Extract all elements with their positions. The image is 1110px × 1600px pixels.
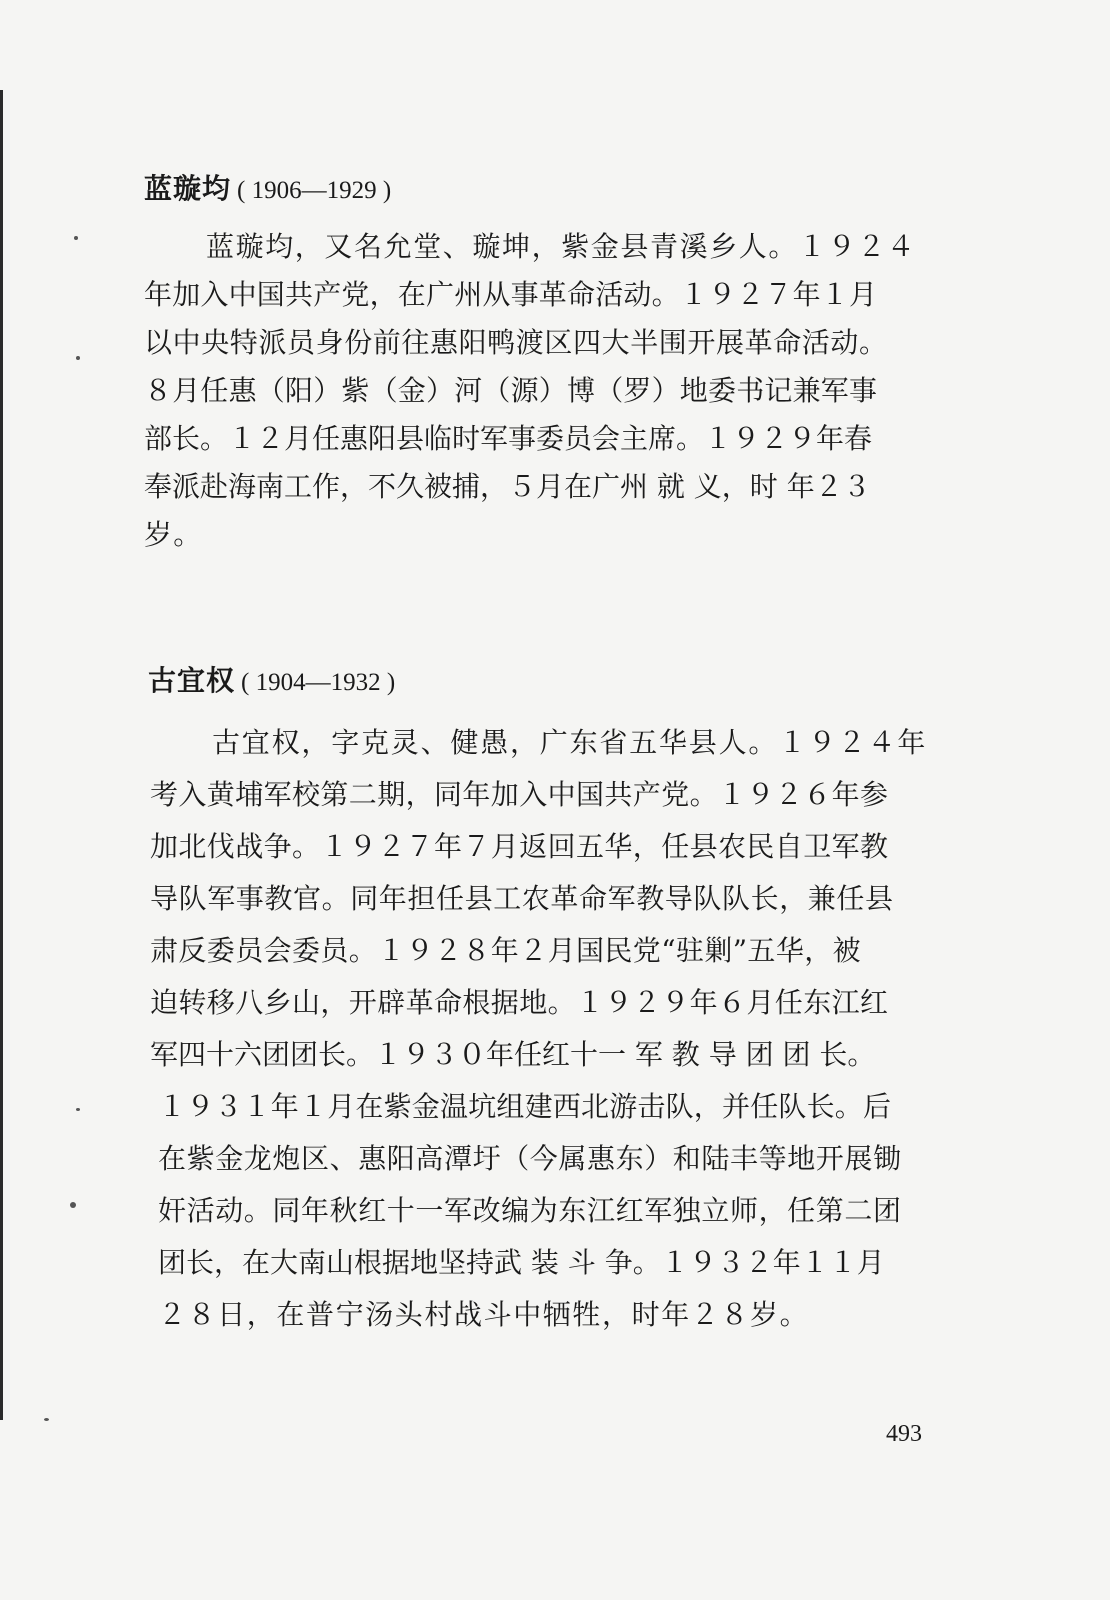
scan-speck [44, 1418, 49, 1421]
scan-speck [76, 1108, 80, 1111]
paragraph-line: 蓝璇均，又名允堂、璇坤，紫金县青溪乡人。１９２４ [206, 230, 917, 263]
paragraph-line: 奉派赴海南工作，不久被捕，５月在广州 就 义，时 年２３ [144, 470, 871, 503]
paragraph-line: 导队军事教官。同年担任县工农革命军教导队队长，兼任县 [150, 882, 894, 915]
entry-heading [144, 172, 391, 208]
scan-speck [70, 1202, 76, 1208]
entry-heading [148, 664, 395, 700]
paragraph-line: １９３１年１月在紫金温坑组建西北游击队，并任队长。后 [158, 1090, 892, 1123]
paragraph-line: 古宜权，字克灵、健愚，广东省五华县人。１９２４年 [212, 726, 928, 759]
paragraph-line: 奸活动。同年秋红十一军改编为东江红军独立师，任第二团 [158, 1194, 902, 1227]
scan-speck [76, 356, 80, 360]
life-dates: ( 1906—1929 ) [237, 177, 392, 204]
paragraph-line: 岁。 [144, 518, 203, 551]
paragraph-line: ２８日，在普宁汤头村战斗中牺牲，时年２８岁。 [158, 1298, 810, 1331]
paragraph-line: 部长。１２月任惠阳县临时军事委员会主席。１９２９年春 [144, 422, 873, 455]
person-name: 蓝璇均 [144, 172, 232, 205]
paragraph-line: 在紫金龙炮区、惠阳高潭圩（今属惠东）和陆丰等地开展锄 [158, 1142, 902, 1175]
scan-edge-shadow [0, 90, 3, 1420]
paragraph-line: 考入黄埔军校第二期，同年加入中国共产党。１９２６年参 [150, 778, 889, 811]
person-name: 古宜权 [148, 664, 236, 697]
page-number: 493 [886, 1421, 922, 1447]
life-dates: ( 1904—1932 ) [241, 669, 396, 696]
paragraph-line: 军四十六团团长。１９３０年任红十一 军 教 导 团 团 长。 [150, 1038, 876, 1071]
paragraph-line: 迫转移八乡山，开辟革命根据地。１９２９年６月任东江红 [150, 986, 889, 1019]
scan-speck [74, 236, 78, 240]
paragraph-line: 肃反委员会委员。１９２８年２月国民党“驻剿”五华，被 [150, 934, 862, 967]
paragraph-line: 以中央特派员身份前往惠阳鸭渡区四大半围开展革命活动。 [144, 326, 888, 359]
paragraph-line: 年加入中国共产党，在广州从事革命活动。１９２７年１月 [144, 278, 878, 311]
paragraph-line: 加北伐战争。１９２７年７月返回五华，任县农民自卫军教 [150, 830, 889, 863]
paragraph-line: ８月任惠（阳）紫（金）河（源）博（罗）地委书记兼军事 [144, 374, 878, 407]
paragraph-line: 团长，在大南山根据地坚持武 装 斗 争。１９３２年１１月 [158, 1246, 885, 1279]
